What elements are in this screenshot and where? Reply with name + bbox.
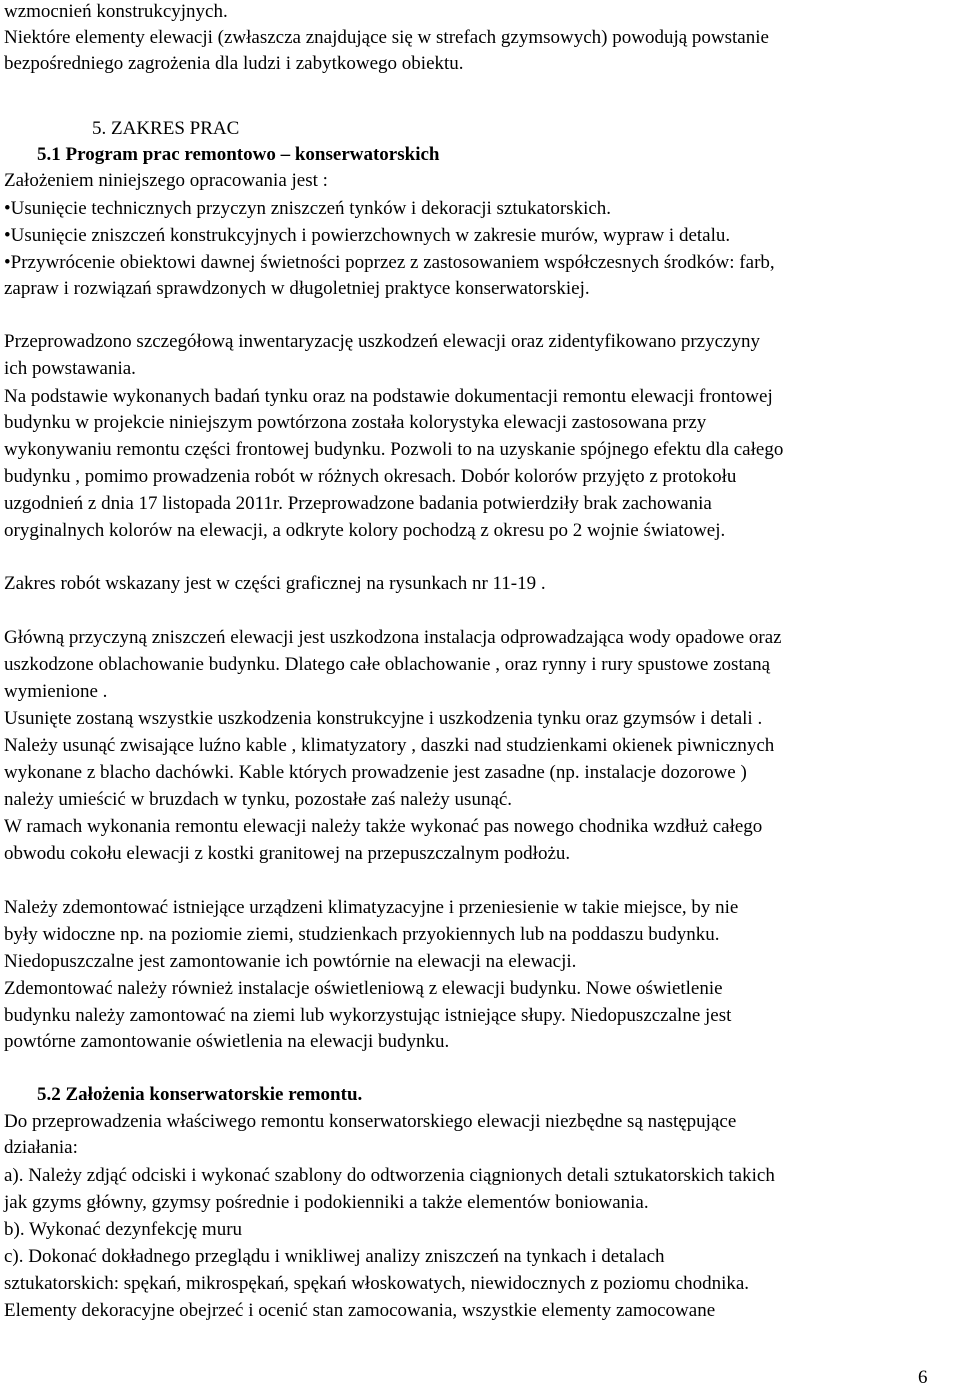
bullet-item: •Usunięcie zniszczeń konstrukcyjnych i powierzchownych w zakresie murów, wypraw i detalu. — [4, 225, 731, 246]
text-line: zapraw i rozwiązań sprawdzonych w długoletniej praktyce konserwatorskiej. — [4, 278, 590, 299]
bullet-item: •Przywrócenie obiektowi dawnej świetności poprzez z zastosowaniem współczesnych środków: farb, — [4, 252, 775, 273]
text-line: Usunięte zostaną wszystkie uszkodzenia konstrukcyjne i uszkodzenia tynku oraz gzymsów i detali . — [4, 708, 763, 729]
list-item: a). Należy zdjąć odciski i wykonać szablony do odtworzenia ciągnionych detali sztukatorskich takich — [4, 1165, 775, 1186]
text-line: wzmocnień konstrukcyjnych. — [4, 1, 228, 22]
text-line: ich powstawania. — [4, 358, 136, 379]
text-line: działania: — [4, 1137, 78, 1158]
text-line: budynku w projekcie niniejszym powtórzona została kolorystyka elewacji zastosowana przy — [4, 412, 707, 433]
text-line: Zakres robót wskazany jest w części graficznej na rysunkach nr 11-19 . — [4, 573, 546, 594]
text-line: obwodu cokołu elewacji z kostki granitowej na przepuszczalnym podłożu. — [4, 843, 571, 864]
text-line: Niektóre elementy elewacji (zwłaszcza znajdujące się w strefach gzymsowych) powodują powstanie — [4, 27, 769, 48]
text-line: budynku , pomimo prowadzenia robót w różnych okresach. Dobór kolorów przyjęto z protokołu — [4, 466, 737, 487]
text-line: były widoczne np. na poziomie ziemi, studzienkach przyokiennych lub na poddaszu budynku. — [4, 924, 720, 945]
text-line: Przeprowadzono szczegółową inwentaryzację uszkodzeń elewacji oraz zidentyfikowano przyczyny — [4, 331, 760, 352]
text-line: Należy usunąć zwisające luźno kable , klimatyzatory , daszki nad studzienkami okienek piwnicznych — [4, 735, 775, 756]
text-line: Elementy dekoracyjne obejrzeć i ocenić stan zamocowania, wszystkie elementy zamocowane — [4, 1300, 716, 1321]
text-line: sztukatorskich: spękań, mikrospękań, spękań włoskowatych, niewidocznych z poziomu chodnika. — [4, 1273, 750, 1294]
subsection-heading: 5.1 Program prac remontowo – konserwatorskich — [37, 144, 440, 165]
text-line: W ramach wykonania remontu elewacji należy także wykonać pas nowego chodnika wzdłuż całego — [4, 816, 763, 837]
text-line: Należy zdemontować istniejące urządzeni klimatyzacyjne i przeniesienie w takie miejsce, by nie — [4, 897, 739, 918]
text-line: oryginalnych kolorów na elewacji, a odkryte kolory pochodzą z okresu po 2 wojnie światowej. — [4, 520, 726, 541]
text-line: bezpośredniego zagrożenia dla ludzi i zabytkowego obiektu. — [4, 53, 464, 74]
section-heading: 5. ZAKRES PRAC — [92, 118, 240, 139]
text-line: Do przeprowadzenia właściwego remontu konserwatorskiego elewacji niezbędne są następujące — [4, 1111, 737, 1132]
text-line: wykonywaniu remontu części frontowej budynku. Pozwoli to na uzyskanie spójnego efektu dla całego — [4, 439, 784, 460]
text-line: uzgodnień z dnia 17 listopada 2011r. Przeprowadzone badania potwierdziły brak zachowania — [4, 493, 712, 514]
subsection-heading: 5.2 Założenia konserwatorskie remontu. — [37, 1084, 363, 1105]
text-line: Zdemontować należy również instalacje oświetleniową z elewacji budynku. Nowe oświetlenie — [4, 978, 723, 999]
text-line: wymienione . — [4, 681, 108, 702]
text-line: Założeniem niniejszego opracowania jest : — [4, 170, 328, 191]
text-line: Główną przyczyną zniszczeń elewacji jest uszkodzona instalacja odprowadzająca wody opadowe oraz — [4, 627, 782, 648]
list-item: c). Dokonać dokładnego przeglądu i wnikliwej analizy zniszczeń na tynkach i detalach — [4, 1246, 665, 1267]
bullet-item: •Usunięcie technicznych przyczyn zniszczeń tynków i dekoracji sztukatorskich. — [4, 198, 612, 219]
list-item: b). Wykonać dezynfekcję muru — [4, 1219, 243, 1240]
text-line: powtórne zamontowanie oświetlenia na elewacji budynku. — [4, 1031, 450, 1052]
text-line: Na podstawie wykonanych badań tynku oraz na podstawie dokumentacji remontu elewacji frontowej — [4, 386, 773, 407]
text-line: należy umieścić w bruzdach w tynku, pozostałe zaś należy usunąć. — [4, 789, 513, 810]
text-line: uszkodzone oblachowanie budynku. Dlatego całe oblachowanie , oraz rynny i rury spustowe zostaną — [4, 654, 771, 675]
text-line: Niedopuszczalne jest zamontowanie ich powtórnie na elewacji na elewacji. — [4, 951, 577, 972]
page-number: 6 — [918, 1367, 928, 1388]
text-line: wykonane z blacho dachówki. Kable których prowadzenie jest zasadne (np. instalacje dozorowe ) — [4, 762, 747, 783]
text-line: budynku należy zamontować na ziemi lub wykorzystując istniejące słupy. Niedopuszczalne jest — [4, 1005, 732, 1026]
text-line: jak gzyms główny, gzymsy pośrednie i podokienniki a także elementów boniowania. — [4, 1192, 649, 1213]
